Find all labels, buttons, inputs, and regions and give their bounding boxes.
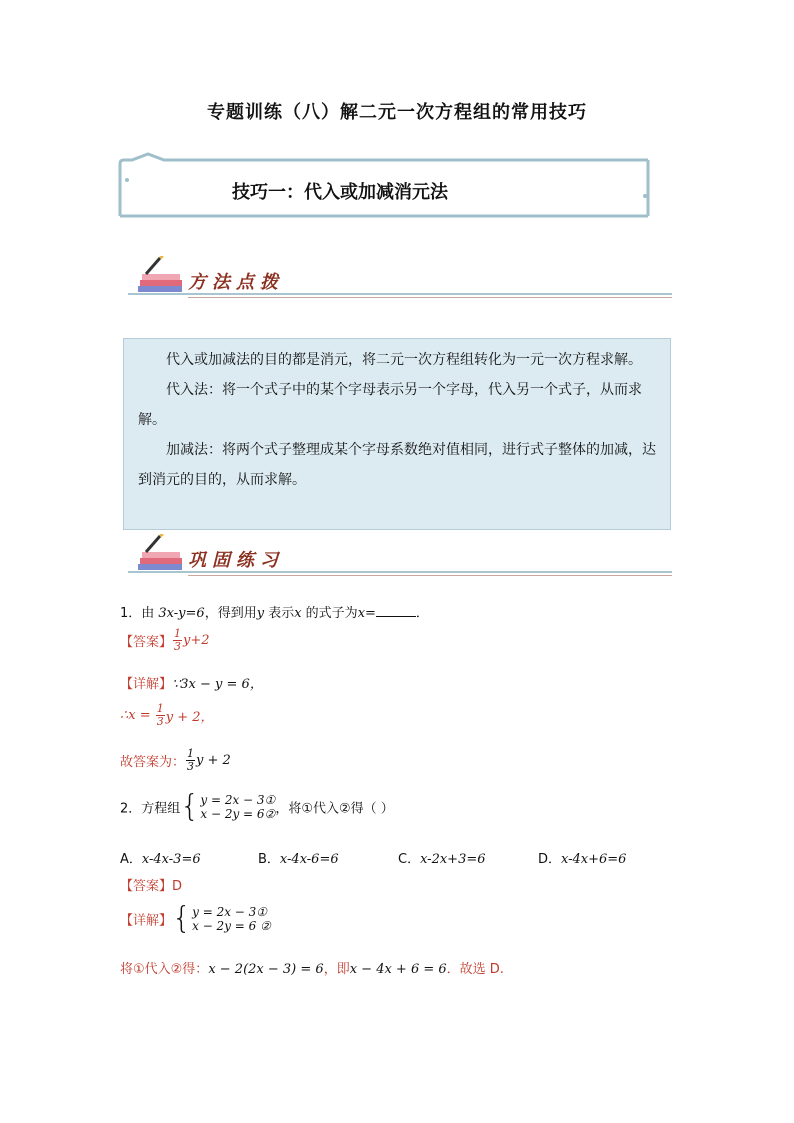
section-label-practice: 巩固练习	[188, 550, 284, 571]
option-a[interactable]: A．x-4x-3=6	[120, 852, 201, 867]
books-pencil-icon	[136, 256, 188, 298]
tip-paragraph: 加减法：将两个式子整理成某个字母系数绝对值相同，进行式子整体的加减，达到消元的目的，从而求解。	[138, 442, 656, 488]
section-label-method: 方法点拨	[188, 272, 284, 293]
detail-1: 【详解】∵3x − y = 6，	[120, 677, 263, 692]
question-2: 2．方程组 { y = 2x − 3① x − 2y = 6② ，将①代入②得（ ）	[120, 789, 394, 824]
fraction: $\frac{1}{3}$	[174, 627, 182, 653]
detail-1-step2: ∴x = $\frac{1}{3}$ y + 2，	[120, 702, 214, 728]
divider	[188, 297, 672, 298]
final-1: 故答案为： $\frac{1}{3}$ y + 2	[120, 747, 231, 773]
tip-paragraph: 代入或加减法的目的都是消元，将二元一次方程组转化为一元一次方程求解。	[166, 352, 642, 368]
options-2	[120, 848, 680, 867]
divider	[128, 571, 672, 573]
divider	[128, 293, 672, 295]
answer-1: 【答案】 $\frac{1}{3}$ y+2	[120, 627, 210, 653]
method-tips-box	[123, 338, 671, 530]
option-d[interactable]: D．x-4x+6=6	[538, 852, 627, 867]
option-b[interactable]: B．x-4x-6=6	[258, 852, 339, 867]
fraction: $\frac{1}{3}$	[187, 747, 195, 773]
tip-paragraph: 代入法：将一个式子中的某个字母表示另一个字母，代入另一个式子，从而求解。	[138, 382, 642, 428]
section-header-practice	[128, 534, 672, 580]
equation-system: { y = 2x − 3① x − 2y = 6②	[180, 789, 276, 824]
banner-title: 技巧一：代入或加减消元法	[232, 182, 448, 203]
page-title: 专题训练（八）解二元一次方程组的常用技巧	[207, 102, 587, 123]
option-c[interactable]: C．x-2x+3=6	[398, 852, 486, 867]
detail-2-conclusion: 将①代入②得：x − 2(2x − 3) = 6，即x − 4x + 6 = 6．故选 D.	[120, 962, 504, 977]
books-pencil-icon	[136, 534, 188, 576]
question-1: 1．由 3x-y=6，得到用y 表示x 的式子为x= ．	[120, 606, 429, 621]
answer-blank	[376, 604, 416, 617]
section-header-method	[128, 256, 672, 302]
fraction: $\frac{1}{3}$	[156, 702, 164, 728]
equation-system: { y = 2x − 3① x − 2y = 6 ②	[172, 901, 271, 936]
divider	[188, 575, 672, 576]
answer-2: 【答案】D	[120, 879, 183, 894]
detail-2: 【详解】 { y = 2x − 3① x − 2y = 6 ②	[120, 901, 271, 936]
